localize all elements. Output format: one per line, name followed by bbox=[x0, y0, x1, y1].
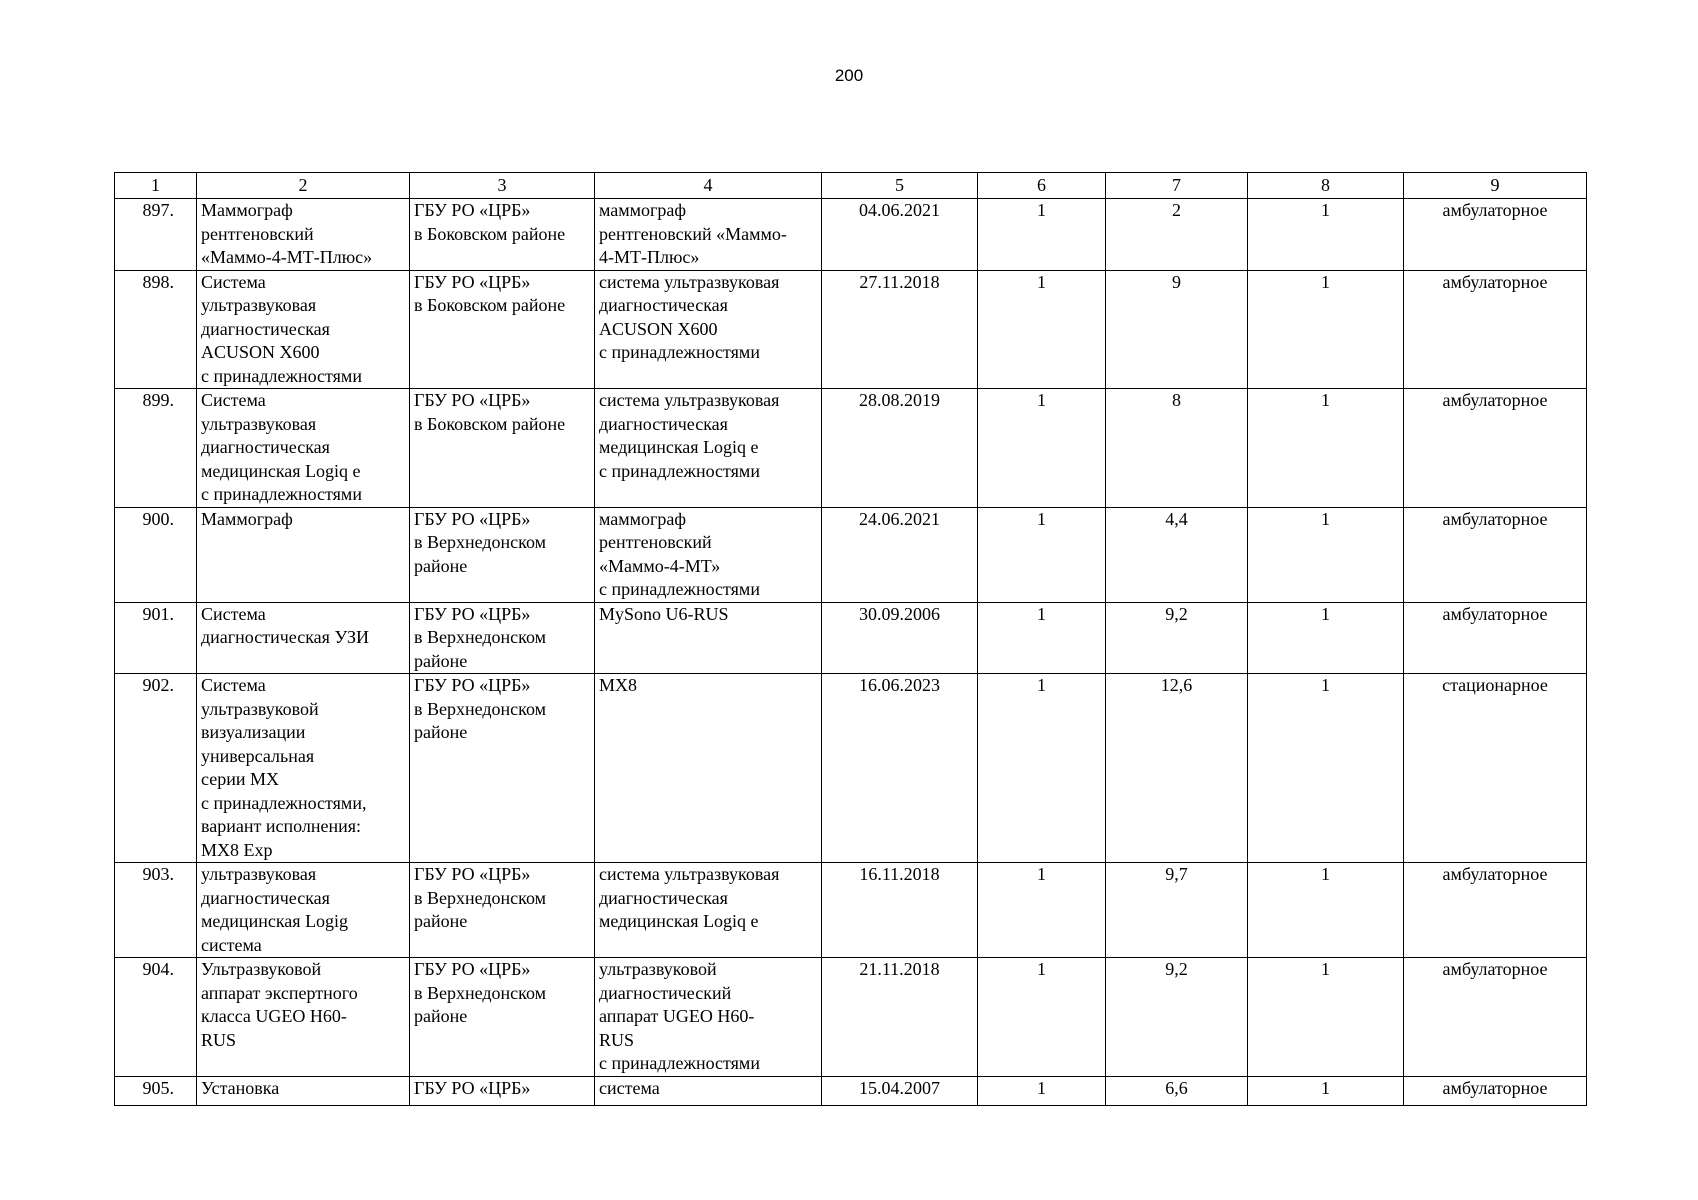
row-number: 903. bbox=[115, 863, 197, 958]
column-header: 9 bbox=[1404, 173, 1587, 199]
column-header: 4 bbox=[595, 173, 822, 199]
column-header: 3 bbox=[410, 173, 595, 199]
usage-type: амбулаторное bbox=[1404, 507, 1587, 602]
equipment-name: Система диагностическая УЗИ bbox=[197, 602, 410, 674]
cell-col8: 1 bbox=[1248, 958, 1404, 1077]
cell-col7: 9,2 bbox=[1106, 958, 1248, 1077]
date: 24.06.2021 bbox=[822, 507, 978, 602]
date: 04.06.2021 bbox=[822, 199, 978, 271]
date: 16.11.2018 bbox=[822, 863, 978, 958]
cell-col8: 1 bbox=[1248, 863, 1404, 958]
organization: ГБУ РО «ЦРБ» в Боковском районе bbox=[410, 389, 595, 508]
equipment-model: ультразвуковой диагностический аппарат UGEO H60- RUS с принадлежностями bbox=[595, 958, 822, 1077]
usage-type: стационарное bbox=[1404, 674, 1587, 863]
equipment-model: MySono U6-RUS bbox=[595, 602, 822, 674]
equipment-model: маммограф рентгеновский «Маммо- 4-МТ-Плюс» bbox=[595, 199, 822, 271]
organization: ГБУ РО «ЦРБ» в Верхнедонском районе bbox=[410, 863, 595, 958]
usage-type: амбулаторное bbox=[1404, 958, 1587, 1077]
row-number: 902. bbox=[115, 674, 197, 863]
cell-col8: 1 bbox=[1248, 674, 1404, 863]
cell-col6: 1 bbox=[978, 958, 1106, 1077]
cell-col7: 4,4 bbox=[1106, 507, 1248, 602]
table-row bbox=[115, 958, 1587, 1077]
equipment-model: маммограф рентгеновский «Маммо-4-МТ» с принадлежностями bbox=[595, 507, 822, 602]
date: 27.11.2018 bbox=[822, 270, 978, 389]
date: 15.04.2007 bbox=[822, 1076, 978, 1105]
cell-col7: 6,6 bbox=[1106, 1076, 1248, 1105]
cell-col6: 1 bbox=[978, 602, 1106, 674]
cell-col6: 1 bbox=[978, 1076, 1106, 1105]
column-header: 2 bbox=[197, 173, 410, 199]
cell-col7: 12,6 bbox=[1106, 674, 1248, 863]
row-number: 899. bbox=[115, 389, 197, 508]
column-header: 1 bbox=[115, 173, 197, 199]
table-row bbox=[115, 602, 1587, 674]
usage-type: амбулаторное bbox=[1404, 270, 1587, 389]
equipment-name: ультразвуковая диагностическая медицинская Logig система bbox=[197, 863, 410, 958]
usage-type: амбулаторное bbox=[1404, 199, 1587, 271]
table-row bbox=[115, 674, 1587, 863]
table-row bbox=[115, 1076, 1587, 1105]
table-row bbox=[115, 199, 1587, 271]
column-header: 6 bbox=[978, 173, 1106, 199]
usage-type: амбулаторное bbox=[1404, 1076, 1587, 1105]
table-row bbox=[115, 389, 1587, 508]
cell-col6: 1 bbox=[978, 270, 1106, 389]
equipment-model: MX8 bbox=[595, 674, 822, 863]
column-header: 8 bbox=[1248, 173, 1404, 199]
column-header: 7 bbox=[1106, 173, 1248, 199]
page-number: 200 bbox=[834, 66, 864, 85]
cell-col8: 1 bbox=[1248, 270, 1404, 389]
cell-col6: 1 bbox=[978, 389, 1106, 508]
row-number: 905. bbox=[115, 1076, 197, 1105]
date: 28.08.2019 bbox=[822, 389, 978, 508]
equipment-name: Система ультразвуковая диагностическая ACUSON X600 с принадлежностями bbox=[197, 270, 410, 389]
column-header: 5 bbox=[822, 173, 978, 199]
table-row bbox=[115, 507, 1587, 602]
table-header-row bbox=[115, 173, 1587, 199]
equipment-name: Установка bbox=[197, 1076, 410, 1105]
cell-col7: 9 bbox=[1106, 270, 1248, 389]
cell-col7: 2 bbox=[1106, 199, 1248, 271]
equipment-model: система ультразвуковая диагностическая ACUSON X600 с принадлежностями bbox=[595, 270, 822, 389]
date: 16.06.2023 bbox=[822, 674, 978, 863]
usage-type: амбулаторное bbox=[1404, 389, 1587, 508]
date: 21.11.2018 bbox=[822, 958, 978, 1077]
equipment-name: Ультразвуковой аппарат экспертного класса UGEO H60- RUS bbox=[197, 958, 410, 1077]
cell-col8: 1 bbox=[1248, 389, 1404, 508]
cell-col8: 1 bbox=[1248, 602, 1404, 674]
table-row bbox=[115, 863, 1587, 958]
equipment-model: система bbox=[595, 1076, 822, 1105]
row-number: 901. bbox=[115, 602, 197, 674]
equipment-model: система ультразвуковая диагностическая медицинская Logiq e bbox=[595, 863, 822, 958]
row-number: 900. bbox=[115, 507, 197, 602]
organization: ГБУ РО «ЦРБ» в Боковском районе bbox=[410, 199, 595, 271]
equipment-name: Система ультразвуковой визуализации универсальная серии MX с принадлежностями, вариант исполнения: MX8 Exp bbox=[197, 674, 410, 863]
cell-col7: 8 bbox=[1106, 389, 1248, 508]
cell-col8: 1 bbox=[1248, 1076, 1404, 1105]
organization: ГБУ РО «ЦРБ» в Боковском районе bbox=[410, 270, 595, 389]
date: 30.09.2006 bbox=[822, 602, 978, 674]
cell-col6: 1 bbox=[978, 863, 1106, 958]
organization: ГБУ РО «ЦРБ» в Верхнедонском районе bbox=[410, 507, 595, 602]
cell-col8: 1 bbox=[1248, 507, 1404, 602]
cell-col7: 9,2 bbox=[1106, 602, 1248, 674]
row-number: 897. bbox=[115, 199, 197, 271]
equipment-model: система ультразвуковая диагностическая медицинская Logiq e с принадлежностями bbox=[595, 389, 822, 508]
row-number: 898. bbox=[115, 270, 197, 389]
cell-col6: 1 bbox=[978, 507, 1106, 602]
cell-col8: 1 bbox=[1248, 199, 1404, 271]
organization: ГБУ РО «ЦРБ» в Верхнедонском районе bbox=[410, 674, 595, 863]
cell-col6: 1 bbox=[978, 674, 1106, 863]
equipment-name: Маммограф bbox=[197, 507, 410, 602]
usage-type: амбулаторное bbox=[1404, 602, 1587, 674]
equipment-table bbox=[114, 172, 1587, 1106]
organization: ГБУ РО «ЦРБ» bbox=[410, 1076, 595, 1105]
equipment-name: Система ультразвуковая диагностическая медицинская Logiq e с принадлежностями bbox=[197, 389, 410, 508]
table-row bbox=[115, 270, 1587, 389]
cell-col7: 9,7 bbox=[1106, 863, 1248, 958]
organization: ГБУ РО «ЦРБ» в Верхнедонском районе bbox=[410, 958, 595, 1077]
equipment-name: Маммограф рентгеновский «Маммо-4-МТ-Плюс» bbox=[197, 199, 410, 271]
organization: ГБУ РО «ЦРБ» в Верхнедонском районе bbox=[410, 602, 595, 674]
cell-col6: 1 bbox=[978, 199, 1106, 271]
usage-type: амбулаторное bbox=[1404, 863, 1587, 958]
row-number: 904. bbox=[115, 958, 197, 1077]
